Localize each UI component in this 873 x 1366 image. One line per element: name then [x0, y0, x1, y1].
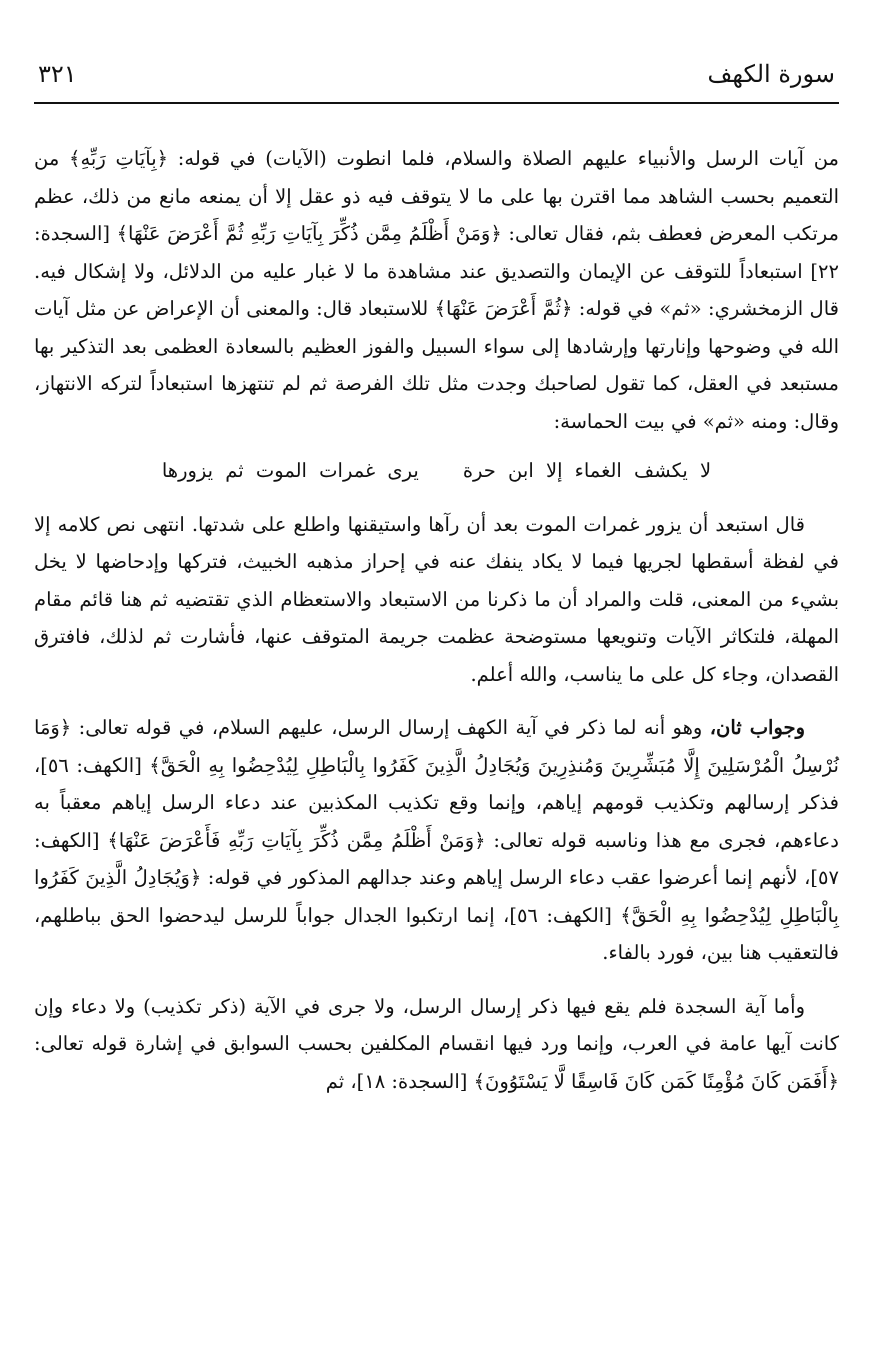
verse-first-hemistich: لا يكشف الغماء إلا ابن حرة: [462, 459, 712, 482]
surah-title: سورة الكهف: [707, 60, 835, 88]
paragraph-1: من آيات الرسل والأنبياء عليهم الصلاة والسلام، فلما انطوت (الآيات) في قوله: ﴿بِآيَاتِ رَبِّهِ﴾ من التعميم بحسب الشاهد مما اقترن بها على ما لا يتوقف فيه ذو عقل إلا أن يمنعه مانع من ذلك، عظم مرتكب المعرض فعطف بثم، فقال تعالى: ﴿وَمَنْ أَظْلَمُ مِمَّن ذُكِّرَ بِآيَاتِ رَبِّهِ ثُمَّ أَعْرَضَ عَنْهَا﴾ [السجدة: ٢٢] استبعاداً للتوقف عن الإيمان والتصديق عند مشاهدة ما لا غبار عليه من الدلائل، ولا إشكال فيه. قال الزمخشري: «ثم» في قوله: ﴿ثُمَّ أَعْرَضَ عَنْهَا﴾ للاستبعاد قال: والمعنى أن الإعراض عن مثل آيات الله في وضوحها وإنارتها وإرشادها إلى سواء السبيل والفوز العظيم بالسعادة العظمى بعد التذكير بها مستبعد في العقل، كما تقول لصاحبك وجدت مثل تلك الفرصة ثم لم تنتهزها استبعاداً لتركه الانتهاز، وقال: ومنه «ثم» في بيت الحماسة:: [34, 147, 839, 433]
verse-second-hemistich: يرى غمرات الموت ثم يزورها: [161, 459, 419, 482]
paragraph-gap: [34, 972, 839, 988]
body-text: [34, 140, 839, 1100]
page-number: ٣٢١: [38, 60, 77, 88]
page-header: [38, 58, 835, 98]
paragraph-3: [34, 709, 839, 972]
paragraph-gap: [34, 693, 839, 709]
paragraph-3-text: وهو أنه لما ذكر في آية الكهف إرسال الرسل، عليهم السلام، في قوله تعالى: ﴿وَمَا نُرْسِلُ الْمُرْسَلِينَ إِلَّا مُبَشِّرِينَ وَمُنذِرِينَ وَيُجَادِلُ الَّذِينَ كَفَرُوا بِالْبَاطِلِ لِيُدْحِضُوا بِهِ الْحَقَّ﴾ [الكهف: ٥٦]، فذكر إرسالهم وتكذيب قومهم إياهم، وإنما وقع تكذيب المكذبين عند دعاء الرسل إياهم معقباً به دعاءهم، فجرى مع هذا وناسبه قوله تعالى: ﴿وَمَنْ أَظْلَمُ مِمَّن ذُكِّرَ بِآيَاتِ رَبِّهِ فَأَعْرَضَ عَنْهَا﴾ [الكهف: ٥٧]، لأنهم إنما أعرضوا عقب دعاء الرسل إياهم وعند جدالهم المذكور في قوله: ﴿وَيُجَادِلُ الَّذِينَ كَفَرُوا بِالْبَاطِلِ لِيُدْحِضُوا بِهِ الْحَقَّ﴾ [الكهف: ٥٦]، إنما ارتكبوا الجدال جواباً للرسل ليدحضوا الحق بباطلهم، فالتعقيب هنا بين، فورد بالفاء.: [34, 716, 839, 964]
paragraph-3-lead: وجواب ثان،: [709, 716, 806, 739]
header-divider: [34, 102, 839, 104]
paragraph-2: قال استبعد أن يزور غمرات الموت بعد أن رآها واستيقنها واطلع على شدتها. انتهى نص كلامه إلا في لفظة أسقطها لجريها فيما لا يكاد ينفك عنه في إحراز مذهبه الخبيث، فتركها وإدحاضها لا يخل بشيء من المعنى، قلت والمراد أن ما ذكرنا من الاستبعاد والاستعظام الذي تقتضيه ثم هنا قائم مقام المهلة، فلتكاثر الآيات وتنويعها مستوضحة عظمت جريمة المتوقف عنها، فأشارت ثم لذلك، فافترق القصدان، وجاء كل على ما يناسب، والله أعلم.: [34, 512, 839, 686]
poetry-verse: [34, 452, 839, 490]
paragraph-4: وأما آية السجدة فلم يقع فيها ذكر إرسال الرسل، ولا جرى في الآية (ذكر تكذيب) ولا دعاء وإن كانت آيها عامة في العرب، وإنما ورد فيها انقسام المكلفين بحسب السوابق في إشارة قوله تعالى: ﴿أَفَمَن كَانَ مُؤْمِنًا كَمَن كَانَ فَاسِقًا لَّا يَسْتَوُونَ﴾ [السجدة: ١٨]، ثم: [34, 994, 839, 1093]
